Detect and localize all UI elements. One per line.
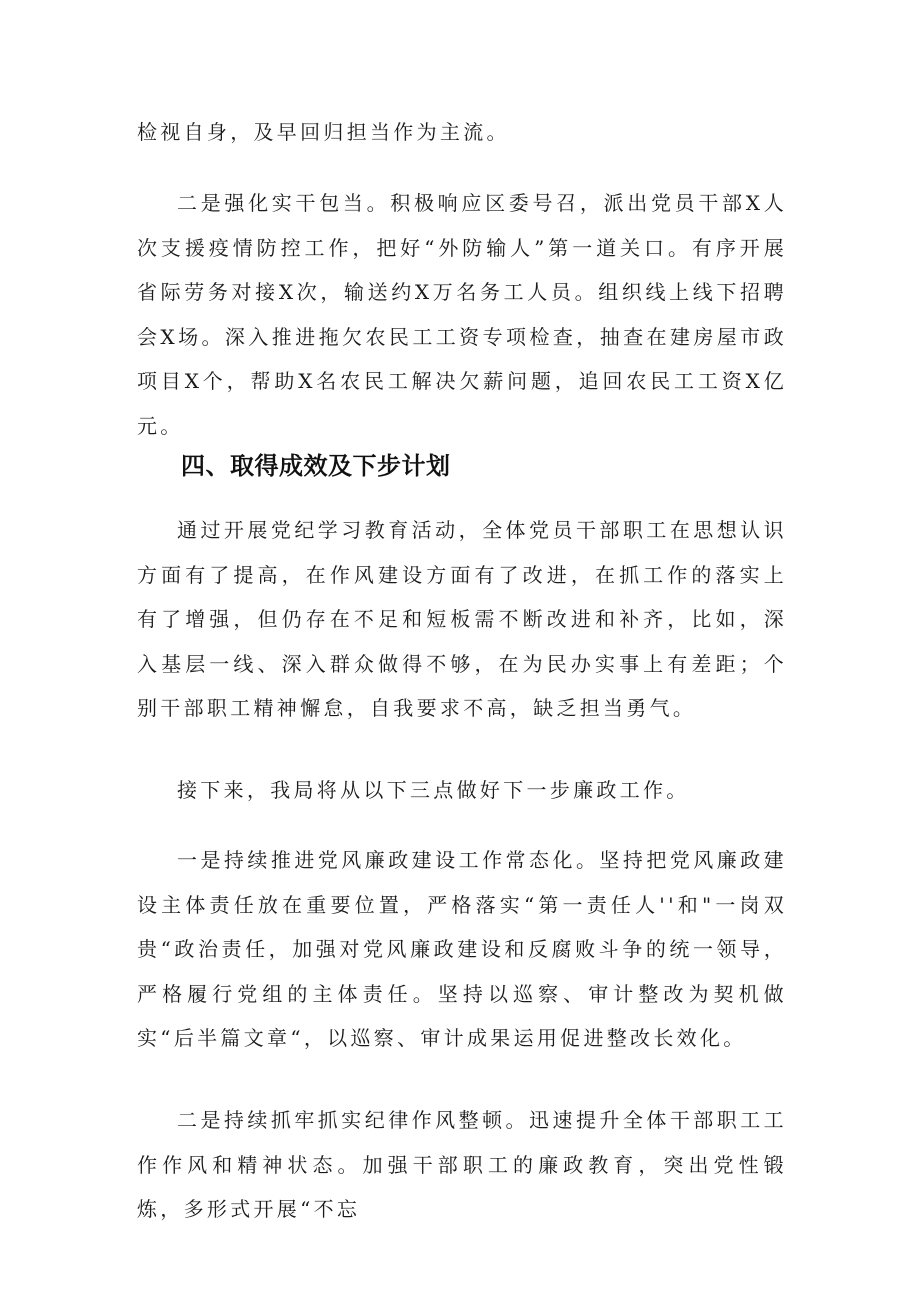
- section-heading: 四、取得成效及下步计划: [181, 452, 451, 480]
- paragraph-next-steps-intro: 接下来，我局将从以下三点做好下一步廉政工作。: [177, 778, 690, 802]
- paragraph-integrity-normalization: 一是持续推进党风廉政建设工作常态化。坚持把党风廉政建设主体责任放在重要位置，严格落实“第一责任人''和"一岗双贵“政治责任，加强对党风廉政建设和反腐败斗争的统一领导，严格履行党组的主体责任。坚持以巡察、审计整改为契机做实“后半篇文章“，以巡察、审计成果运用促进整改长效化。: [137, 848, 787, 1050]
- paragraph-practical-responsibility: 二是强化实干包当。积极响应区委号召，派出党员干部X人次支援疫情防控工作，把好“外防输人”第一道关口。有序开展省际劳务对接X次，输送约X万名务工人员。组织线上线下招聘会X场。深入推进拖欠农民工工资专项检查，抽查在建房屋市政项目X个，帮助X名农民工解决欠薪问题，追回农民工工资X亿元。: [137, 191, 787, 438]
- paragraph-continuation: 检视自身，及早回归担当作为主流。: [137, 120, 510, 144]
- paragraph-discipline-rectification: 二是持续抓牢抓实纪律作风整顿。迅速提升全体干部职工工作作风和精神状态。加强干部职工的廉政教育，突出党性锻炼，多形式开展“不忘: [137, 1108, 787, 1221]
- paragraph-results-summary: 通过开展党纪学习教育活动，全体党员干部职工在思想认识方面有了提高，在作风建设方面有了改进，在抓工作的落实上有了增强，但仍存在不足和短板需不断改进和补齐，比如，深入基层一线、深入群众做得不够，在为民办实事上有差距；个别干部职工精神懈怠，自我要求不高，缺乏担当勇气。: [137, 518, 787, 720]
